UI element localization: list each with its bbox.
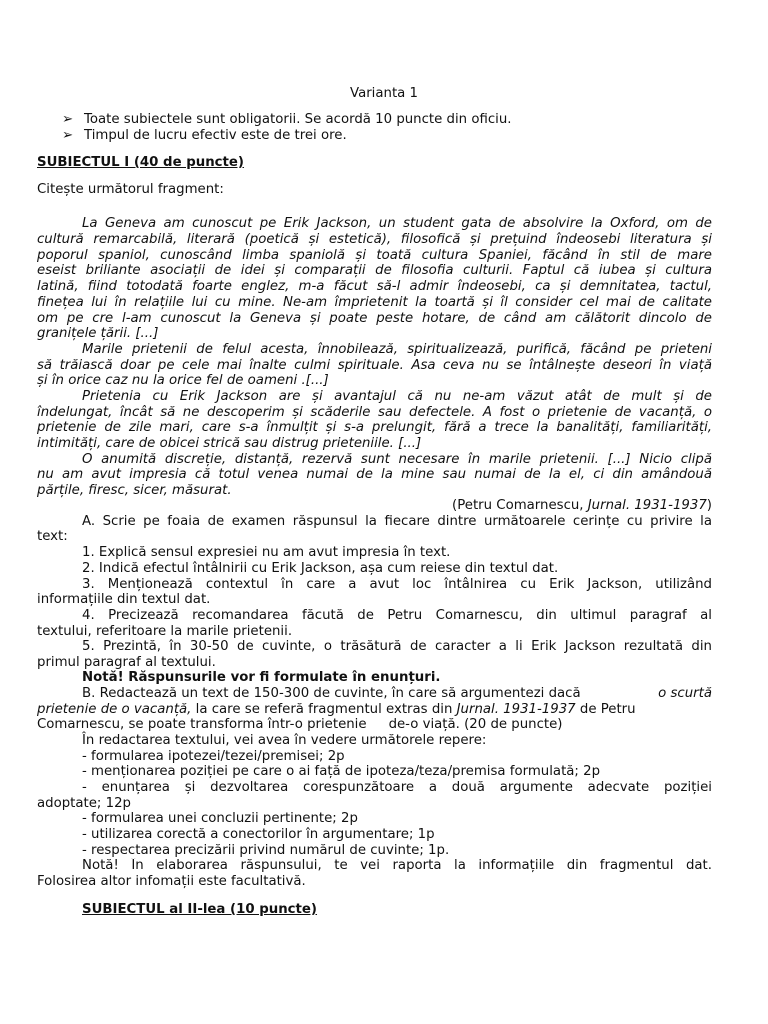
arrow-bullet-icon: ➢: [62, 128, 74, 143]
part-b-line-3: [37, 717, 563, 733]
final-note-cont: Folosirea altor infomații este facultativă.: [37, 874, 306, 889]
source-citation: [452, 498, 712, 514]
question-3: 3. Menționează contextul în care a avut loc întâlnirea cu Erik Jackson, utilizând: [82, 577, 712, 592]
rule-text: Timpul de lucru efectiv este de trei ore.: [84, 128, 347, 143]
question-4: 4. Precizează recomandarea făcută de Petru Comarnescu, din ultimul paragraf al: [82, 608, 712, 623]
fragment-line: îndelungat, încât să ne descoperim și scăderile sau defectele. A fost o prietenie de vacanță, o: [37, 405, 712, 420]
part-b-text: Comarnescu, se poate transforma într-o prietenie: [37, 717, 367, 732]
part-b-line-1: [82, 686, 712, 702]
part-b-text: de Petru: [579, 702, 636, 717]
fragment-line: eseist briliante asociații de idei și comparații de filosofia culturii. Faptul că iubea și cultura: [37, 263, 712, 278]
part-b-text: de-o viață. (20 de puncte): [388, 717, 563, 732]
part-b-italic: prietenie de o vacanță,: [37, 702, 192, 717]
fragment-line: intimități, care de obicei strică sau distrug prieteniile. [...]: [37, 436, 422, 451]
guide-intro: În redactarea textului, vei avea în vedere următorele repere:: [82, 733, 487, 748]
fragment-line: și în orice caz nu la orice fel de oameni .[...]: [37, 373, 329, 388]
instruction-text: Citește următorul fragment:: [37, 182, 224, 197]
fragment-line: să trăiască doar pe cele mai înalte culmi spirituale. Asa ceva nu se întâlnește deseori în viață: [37, 358, 712, 373]
fragment-line: Marile prietenii de felul acesta, înnobilează, spiritualizează, purifică, făcând pe prieteni: [82, 342, 712, 357]
rule-text: Toate subiectele sunt obligatorii. Se acordă 10 puncte din oficiu.: [84, 112, 512, 127]
guide-item: - menționarea poziției pe care o ai față de ipoteza/teza/premisa formulată; 2p: [82, 764, 601, 779]
fragment-line: cultură remarcabilă, literară (poetică și estetică), filosofică și prețuind îndeosebi literatura și: [37, 232, 712, 247]
part-b-italic: Jurnal. 1931-1937: [456, 702, 576, 717]
fragment-line: La Geneva am cunoscut pe Erik Jackson, un student gata de absolvire la Oxford, om de: [82, 216, 712, 231]
guide-item: - respectarea precizării privind numărul de cuvinte; 1p.: [82, 843, 450, 858]
question-2: 2. Indică efectul întâlnirii cu Erik Jackson, așa cum reiese din textul dat.: [82, 561, 559, 576]
guide-item: - formularea unei concluzii pertinente; 2p: [82, 811, 358, 826]
guide-item: - utilizarea corectă a conectorilor în argumentare; 1p: [82, 827, 435, 842]
fragment-line: părțile, firesc, sicer, măsurat.: [37, 483, 232, 498]
part-b-italic: o scurtă: [658, 686, 712, 701]
source-author: (Petru Comarnescu,: [452, 498, 588, 513]
guide-item-cont: adoptate; 12p: [37, 796, 131, 811]
rule-item: [62, 128, 347, 144]
part-b-text: la care se referă fragmentul extras din: [195, 702, 453, 717]
fragment-line: Prietenia cu Erik Jackson are și avantajul că nu ne-am văzut atât de mult și de: [82, 389, 712, 404]
guide-item: - formularea ipotezei/tezei/premisei; 2p: [82, 749, 345, 764]
part-a-note: Notă! Răspunsurile vor fi formulate în enunțuri.: [82, 670, 441, 685]
part-b-line-2: [37, 702, 636, 718]
guide-item: - enunțarea și dezvoltarea corespunzătoare a două argumente adecvate poziției: [82, 780, 712, 795]
subject-1-title: SUBIECTUL I (40 de puncte): [37, 155, 245, 170]
question-5: 5. Prezintă, în 30-50 de cuvinte, o trăsătură de caracter a li Erik Jackson rezultată din: [82, 639, 712, 654]
rule-item: [62, 112, 512, 128]
subject-2-title: SUBIECTUL al II-lea (10 puncte): [82, 902, 318, 917]
fragment-line: poporul spaniol, cunoscând limba spaniolă și toată cultura Spaniei, făcând în stil de mare: [37, 248, 712, 263]
final-note: Notă! În elaborarea răspunsului, te vei raporta la informațiile din fragmentul dat.: [82, 858, 712, 873]
part-a-intro-cont: text:: [37, 529, 68, 544]
question-1: 1. Explică sensul expresiei nu am avut impresia în text.: [82, 545, 451, 560]
source-close: ): [706, 498, 712, 513]
fragment-line: granițele țării. [...]: [37, 326, 159, 341]
question-5-cont: primul paragraf al textului.: [37, 655, 216, 670]
variant-title: Varianta 1: [350, 86, 418, 101]
fragment-line: prietenie de zile mari, care s-a înmulțit și s-a prelungit, fără a trece la banalități, familiarități,: [37, 420, 712, 435]
fragment-line: finețea lui în relațiile lui cu mine. Ne-am împrietenit la toartă și îl consider cel mai de calitate: [37, 295, 712, 310]
question-3-cont: informațiile din textul dat.: [37, 592, 211, 607]
arrow-bullet-icon: ➢: [62, 112, 74, 127]
fragment-line: nu am avut impresia că totul venea numai de la mine sau numai de la el, ci din amândouă: [37, 467, 712, 482]
fragment-line: O anumită discreție, distanță, rezervă sunt necesare în marile prietenii. [...] Nicio clipă: [82, 452, 712, 467]
part-a-intro: A. Scrie pe foaia de examen răspunsul la fiecare dintre următoarele cerințe cu privire la: [82, 514, 712, 529]
fragment-line: om pe cre l-am cunoscut la Geneva și poate peste hotare, de când am călătorit dincolo de: [37, 311, 712, 326]
fragment-line: latină, fiind totodată foarte englez, m-a făcut să-l admir îndeosebi, ca și demnitatea, tactul,: [37, 279, 712, 294]
question-4-cont: textului, referitoare la marile prietenii.: [37, 624, 293, 639]
part-b-text: B. Redactează un text de 150-300 de cuvinte, în care să argumentezi dacă: [82, 686, 581, 701]
source-work: Jurnal. 1931-1937: [587, 498, 707, 513]
